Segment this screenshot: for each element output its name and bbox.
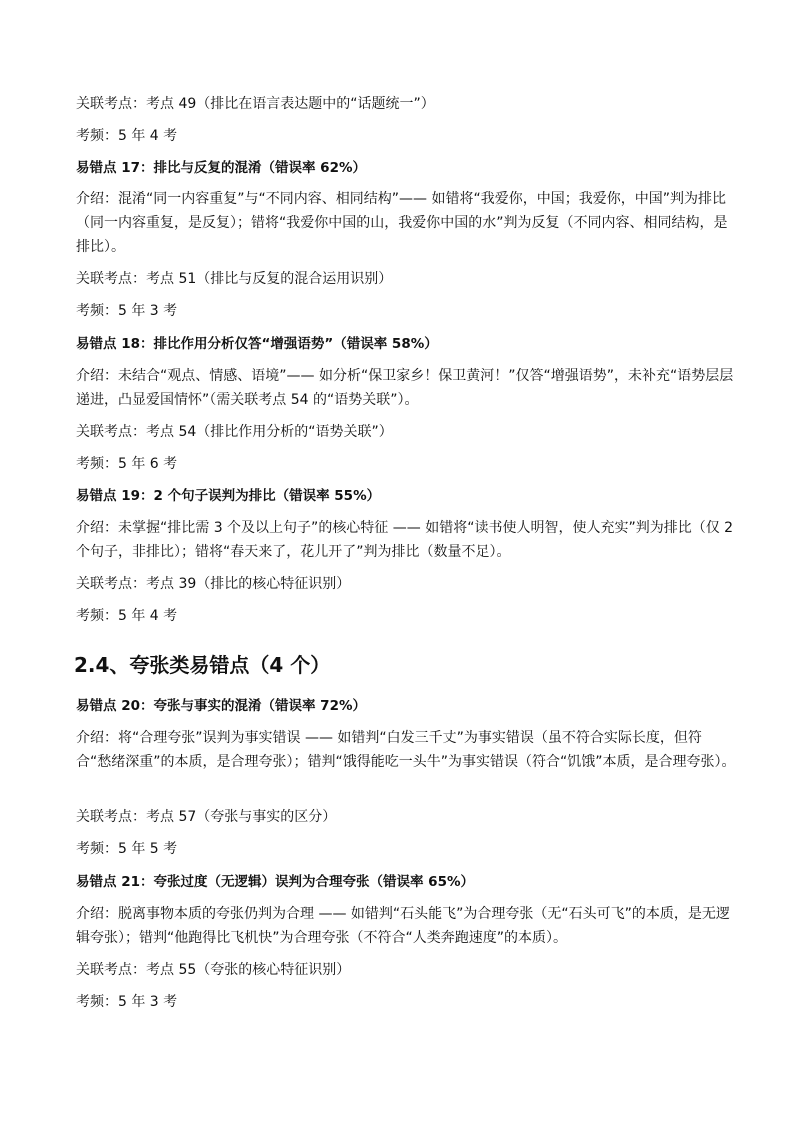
section-heading-2-4: 2.4、夸张类易错点（4 个） xyxy=(74,653,331,677)
related-point-51: 关联考点：考点 51（排比与反复的混合运用识别） xyxy=(76,271,393,287)
frequency-text: 考频：5 年 4 考 xyxy=(76,608,178,624)
frequency-text: 考频：5 年 3 考 xyxy=(76,994,178,1010)
error-point-21-title: 易错点 21：夸张过度（无逻辑）误判为合理夸张（错误率 65%） xyxy=(76,874,474,890)
related-point-54: 关联考点：考点 54（排比作用分析的“语势关联”） xyxy=(76,424,393,440)
related-point-39: 关联考点：考点 39（排比的核心特征识别） xyxy=(76,576,351,592)
frequency-text: 考频：5 年 5 考 xyxy=(76,841,178,857)
error-point-18-intro: 介绍：未结合“观点、情感、语境”—— 如分析“保卫家乡！保卫黄河！”仅答“增强语势”，未补充“语势层层递进，凸显爱国情怀”（需关联考点 54 的“语势关联”）。 xyxy=(76,368,734,408)
error-point-17-title: 易错点 17：排比与反复的混淆（错误率 62%） xyxy=(76,160,366,176)
error-point-20-intro: 介绍：将“合理夸张”误判为事实错误 —— 如错判“白发三千丈”为事实错误（虽不符合实际长度，但符合“愁绪深重”的本质，是合理夸张）；错判“饿得能吃一头牛”为事实错误（符合“饥饿”本质，是合理夸张）。 xyxy=(76,730,736,770)
error-point-19-intro: 介绍：未掌握“排比需 3 个及以上句子”的核心特征 —— 如错将“读书使人明智，使人充实”判为排比（仅 2 个句子，非排比）；错将“春天来了，花儿开了”判为排比（数量不足）。 xyxy=(76,520,734,560)
error-point-19-title: 易错点 19：2 个句子误判为排比（错误率 55%） xyxy=(76,488,381,504)
error-point-21-intro: 介绍：脱离事物本质的夸张仍判为合理 —— 如错判“石头能飞”为合理夸张（无“石头可飞”的本质，是无逻辑夸张）；错判“他跑得比飞机快”为合理夸张（不符合“人类奔跑速度”的本质）。 xyxy=(76,906,730,946)
error-point-18-title: 易错点 18：排比作用分析仅答“增强语势”（错误率 58%） xyxy=(76,336,438,352)
related-point-49: 关联考点：考点 49（排比在语言表达题中的“话题统一”） xyxy=(76,96,435,112)
error-point-20-title: 易错点 20：夸张与事实的混淆（错误率 72%） xyxy=(76,698,366,714)
error-point-17-intro: 介绍：混淆“同一内容重复”与“不同内容、相同结构”—— 如错将“我爱你，中国；我爱你，中国”判为排比（同一内容重复，是反复）；错将“我爱你中国的山，我爱你中国的水”判为反复（不同内容、相同结构，是排比）。 xyxy=(76,191,728,255)
frequency-text: 考频：5 年 3 考 xyxy=(76,303,178,319)
related-point-55: 关联考点：考点 55（夸张的核心特征识别） xyxy=(76,962,351,978)
frequency-text: 考频：5 年 4 考 xyxy=(76,128,178,144)
related-point-57: 关联考点：考点 57（夸张与事实的区分） xyxy=(76,809,337,825)
frequency-text: 考频：5 年 6 考 xyxy=(76,456,178,472)
